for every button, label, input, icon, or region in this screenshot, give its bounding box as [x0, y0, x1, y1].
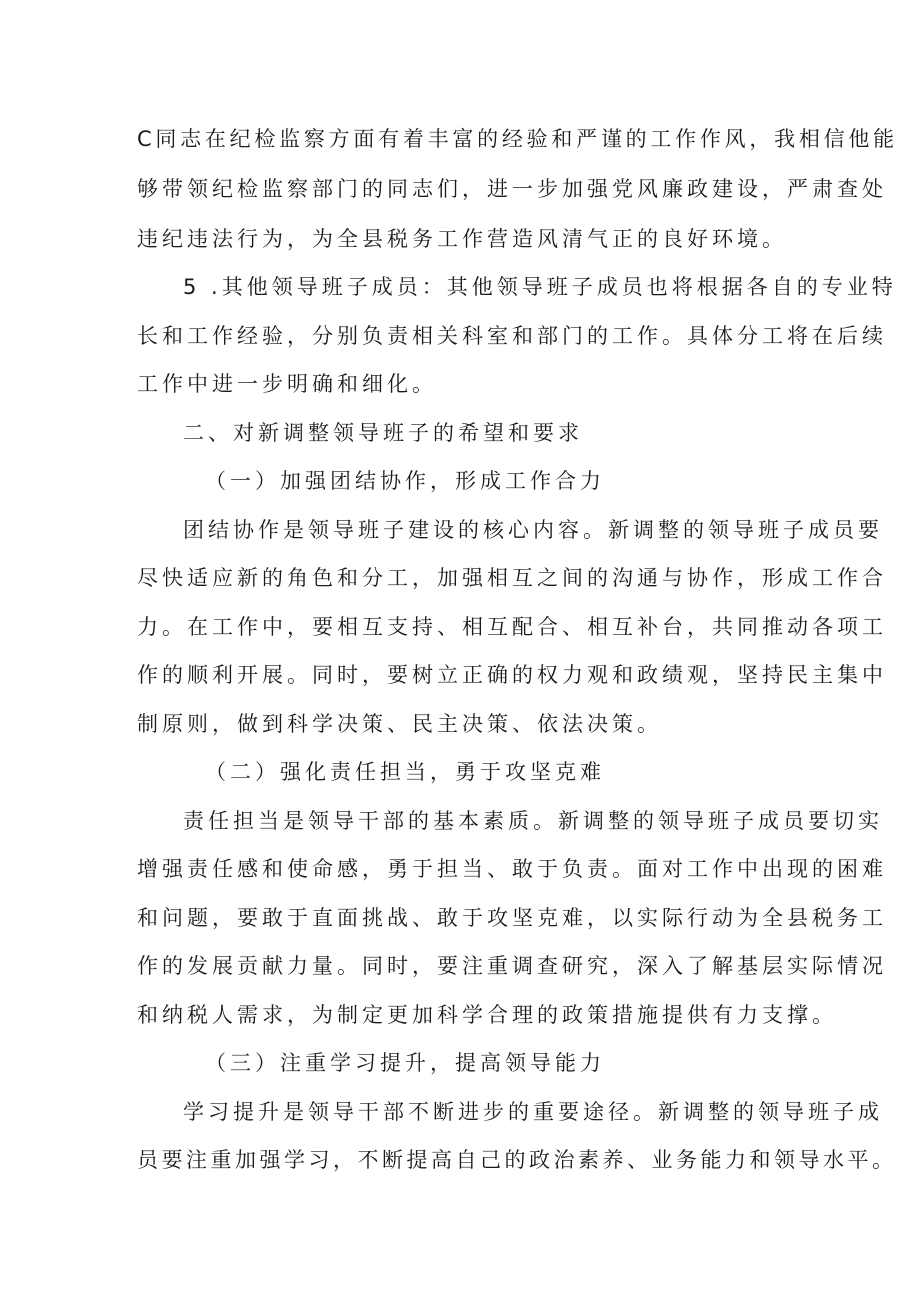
subsection-heading: （二）强化责任担当，勇于攻坚克难	[205, 760, 605, 784]
text-line: 作的顺利开展。同时，要树立正确的权力观和政绩观，坚持民主集中	[137, 663, 887, 687]
text-line: 够带领纪检监察部门的同志们，进一步加强党风廉政建设，严肃查处	[137, 177, 887, 201]
text-line: 增强责任感和使命感，勇于担当、敢于负责。面对工作中出现的困难	[137, 857, 887, 881]
text-line: 长和工作经验，分别负责相关科室和部门的工作。具体分工将在后续	[137, 324, 887, 348]
text-line: C同志在纪检监察方面有着丰富的经验和严谨的工作作风，我相信他能	[137, 127, 898, 151]
subsection-heading: （一）加强团结协作，形成工作合力	[205, 469, 605, 493]
text-line: 责任担当是领导干部的基本素质。新调整的领导班子成员要切实	[183, 809, 883, 833]
text-line: 违纪违法行为，为全县税务工作营造风清气正的良好环境。	[137, 227, 787, 251]
text-line: 团结协作是领导班子建设的核心内容。新调整的领导班子成员要	[183, 518, 883, 542]
text-line: 作的发展贡献力量。同时，要注重调查研究，深入了解基层实际情况	[137, 954, 887, 978]
text-line: 和问题，要敢于直面挑战、敢于攻坚克难，以实际行动为全县税务工	[137, 906, 887, 930]
text-line: 工作中进一步明确和细化。	[137, 372, 437, 396]
text-line: 力。在工作中，要相互支持、相互配合、相互补台，共同推动各项工	[137, 615, 887, 639]
section-heading: 二、对新调整领导班子的希望和要求	[183, 421, 583, 445]
text-line: 学习提升是领导干部不断进步的重要途径。新调整的领导班子成	[183, 1100, 883, 1124]
text-line: 制原则，做到科学决策、民主决策、依法决策。	[137, 712, 662, 736]
text-line: 5 .其他领导班子成员：其他领导班子成员也将根据各自的专业特	[183, 275, 897, 299]
text-line: 和纳税人需求，为制定更加科学合理的政策措施提供有力支撑。	[137, 1003, 837, 1027]
text-line: 尽快适应新的角色和分工，加强相互之间的沟通与协作，形成工作合	[137, 566, 887, 590]
subsection-heading: （三）注重学习提升，提高领导能力	[205, 1051, 605, 1075]
text-line: 员要注重加强学习，不断提高自己的政治素养、业务能力和领导水平。	[137, 1148, 897, 1172]
